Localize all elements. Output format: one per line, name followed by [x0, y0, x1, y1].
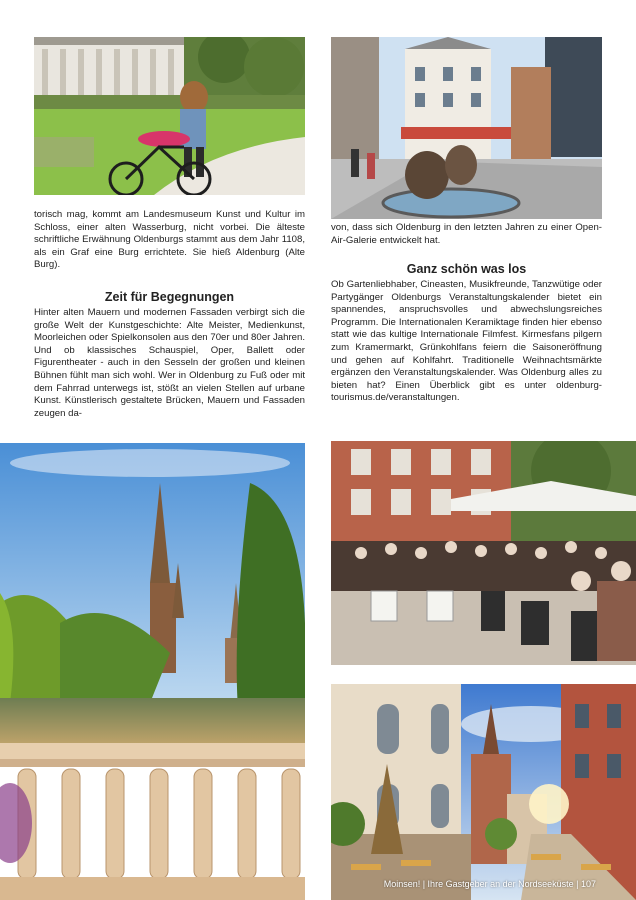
photo-street-church-tower [331, 684, 636, 900]
footer-page-info: Moinsen! | Ihre Gastgeber an der Nordseeküste | 107 [383, 879, 596, 889]
heading-zeit-fuer-begegnungen: Zeit für Begegnungen [104, 290, 235, 304]
left-body-paragraph [34, 307, 305, 420]
left-body-text: Hinter alten Mauern und modernen Fassaden verbirgt sich die große Welt der Kunstgeschichte: Alte Meister, Medienkunst, Moorleichen oder Spielkonsolen aus den 70er und 80er Jahren. Und ob klassisches Schauspiel, Oper, Ballett oder Figurentheater - auch in den Sesseln der großen und kleinen Bühnen fühlt man sich wohl. Wer in Oldenburg zu Fuß oder mit dem Fahrrad unterwegs ist, stößt an vielen Stellen auf urbane Kunst. Künstlerisch gestaltete Brücken, Mauern und Fassaden zeugen da- [34, 307, 305, 419]
right-body-text: Ob Gartenliebhaber, Cineasten, Musikfreunde, Tanzwütige oder Partygänger Oldenburgs Veranstaltungskalender bietet ein spannendes, anspruchsvolles und abwechslungsreiches Programm. Die Internationalen Keramiktage finden hier ebenso statt wie das kultige Internationale Filmfest. Kirmesfans pilgern zum Kramermarkt, Grünkohlfans feiern die Saisoneröffnung und gehen auf Kohlfahrt. Traditionelle Weihnachtsmärkte ergänzen den Veranstaltungskalender. Was Oldenburg alles zu bieten hat? Einen Überblick gibt es unter oldenburg-tourismus.de/veranstaltungen. [331, 279, 602, 404]
heading-ganz-schoen-was-los: Ganz schön was los [406, 262, 527, 276]
left-intro-paragraph [34, 209, 305, 272]
photo-cyclist-castle-garden [34, 37, 305, 195]
left-intro-text: torisch mag, kommt am Landesmuseum Kunst und Kultur im Schloss, einer alten Wasserburg, nicht vorbei. Die älteste schriftliche Erwähnung Oldenburgs stammt aus dem Jahr 1108, als ein Graf eine Burg errichtete. Sie hieß Aldenburg (Alte Burg). [34, 209, 305, 271]
photo-fountain-square [331, 37, 602, 219]
photo-outdoor-cafe-crowd [331, 441, 636, 665]
photo-church-lake-balustrade [0, 443, 305, 900]
right-body-paragraph [331, 279, 602, 405]
right-intro-text: von, dass sich Oldenburg in den letzten Jahren zu einer Open-Air-Galerie entwickelt hat. [331, 222, 602, 246]
right-intro-paragraph [331, 222, 602, 247]
